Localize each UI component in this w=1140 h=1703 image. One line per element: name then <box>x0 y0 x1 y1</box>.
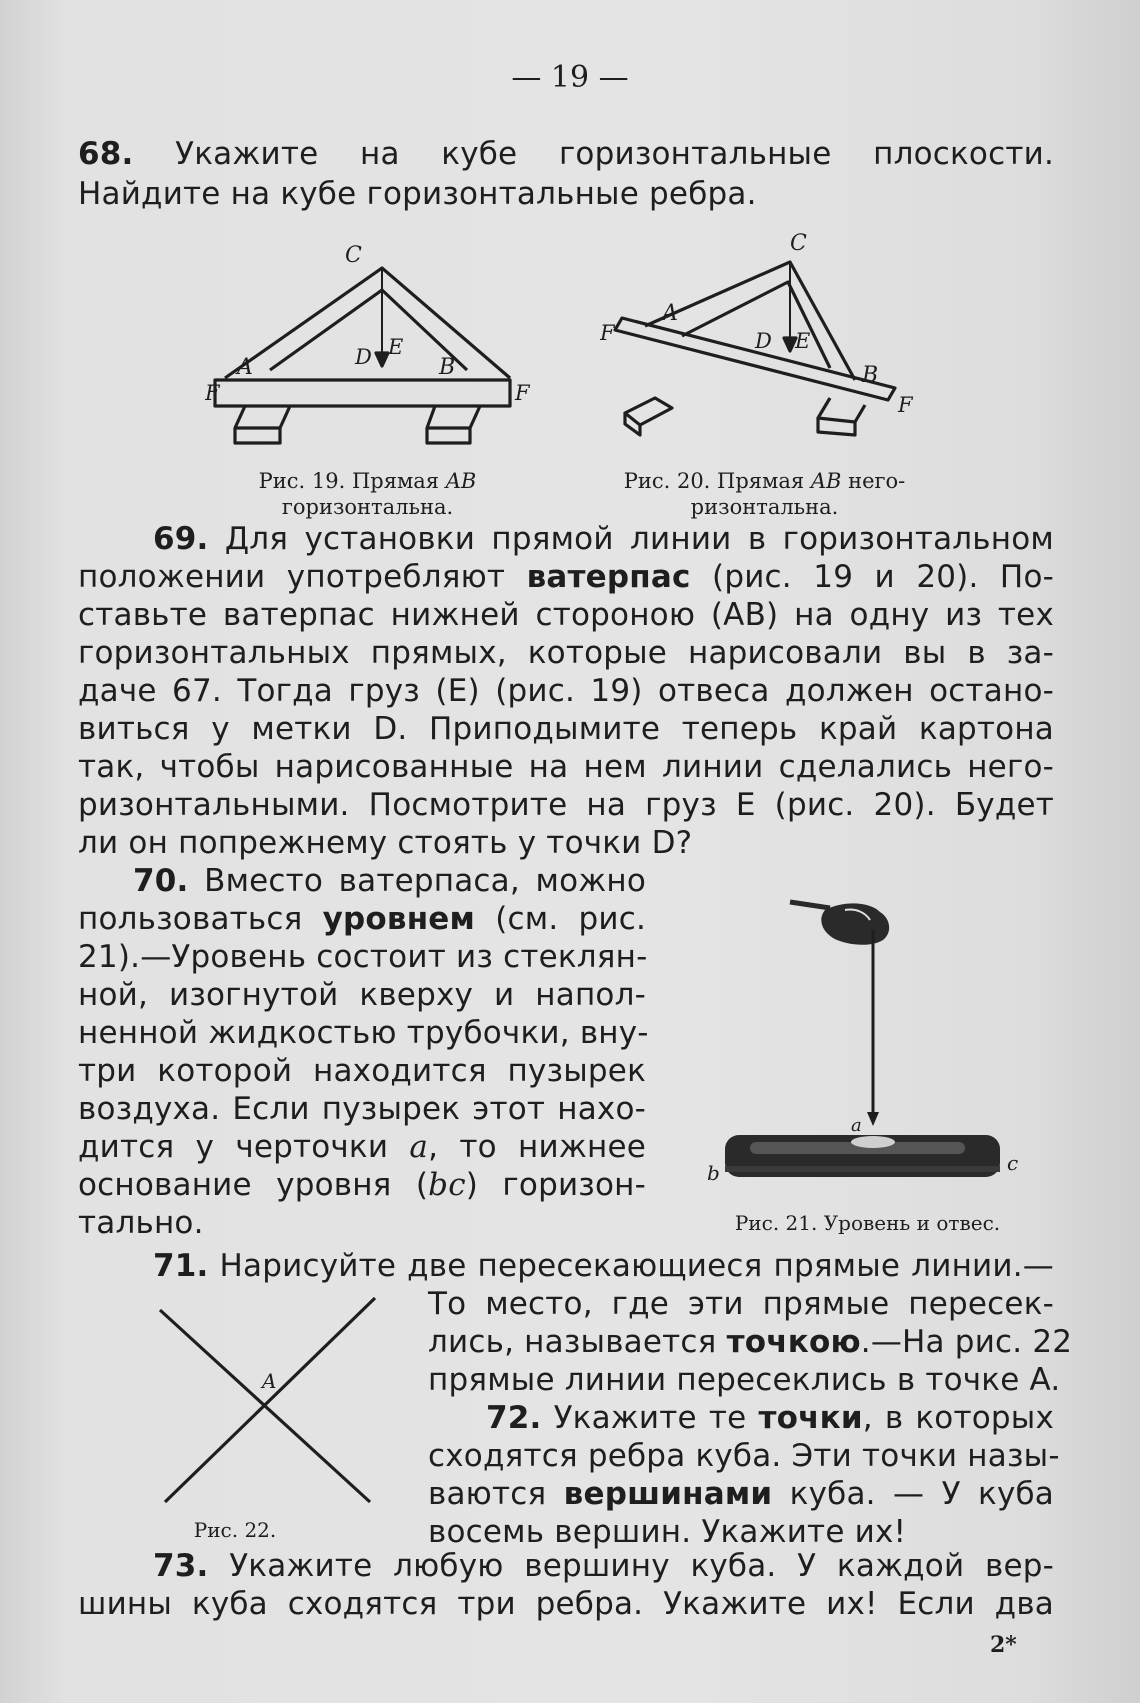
p70-italic: a <box>409 1129 429 1165</box>
p70-italic: bc <box>428 1167 466 1203</box>
fig19-label-f-left: F <box>205 381 220 405</box>
p70-line: ной, изогнутой кверху и напол- <box>78 977 646 1013</box>
fig19-label-c: C <box>345 243 362 268</box>
p71-text: Нарисуйте две пересекающиеся прямые линии.— <box>208 1248 1054 1284</box>
paragraph-73 <box>78 1547 1054 1623</box>
p71-line-first <box>153 1247 1054 1285</box>
p70-line: 21).—Уровень состоит из стеклян- <box>78 939 648 975</box>
fig20-caption-line2: ризонтальна. <box>690 495 839 519</box>
p73-line <box>78 1547 1054 1585</box>
fig20-caption-text: Рис. 20. Прямая <box>623 469 811 493</box>
p69-line: горизонтальных прямых, которые нарисовали вы в за- <box>78 635 1054 671</box>
p69-text: (рис. 19 и 20). По- <box>690 559 1054 595</box>
p73-line: шины куба сходятся три ребра. Укажите их! Если два <box>78 1586 1054 1622</box>
figure-22-caption: Рис. 22. <box>193 1518 277 1542</box>
fig20-label-e: E <box>795 329 811 353</box>
p70-line <box>78 862 646 900</box>
fig21-label-a: a <box>851 1115 862 1136</box>
paragraph-69 <box>78 520 1054 862</box>
term-vershinami: вершинами <box>563 1476 773 1512</box>
p70-line: ненной жидкостью трубочки, вну- <box>78 1015 649 1051</box>
fig19-label-d: D <box>355 345 372 369</box>
p70-text: , то нижнее <box>428 1129 646 1165</box>
fig20-caption-tail: него- <box>841 469 906 493</box>
fig20-caption-ab: AB <box>810 469 842 493</box>
p72-text: куба. — У куба <box>772 1476 1054 1512</box>
fig19-label-f-right: F <box>515 381 530 405</box>
p71-text: .—На рис. 22 <box>860 1324 1073 1360</box>
fig20-label-b: B <box>862 363 879 388</box>
fig19-label-b: B <box>439 355 456 380</box>
p71-line: То место, где эти прямые пересек- <box>428 1286 1054 1322</box>
p69-text: положении употребляют <box>78 559 527 595</box>
term-uroven: уровнем <box>322 901 476 937</box>
p73-text: Укажите любую вершину куба. У каждой вер- <box>208 1548 1054 1584</box>
term-tochkoyu: точкою <box>726 1324 861 1360</box>
p72-number: 72. <box>486 1400 542 1436</box>
p72-text: ваются <box>428 1476 564 1512</box>
fig20-label-f-left: F <box>600 321 615 345</box>
p70-text: пользоваться <box>78 901 323 937</box>
figure-19-caption <box>225 468 510 520</box>
p69-line: ставьте ватерпас нижней стороною (AB) на одну из тех <box>78 597 1054 633</box>
p70-text: Вместо ватерпаса, можно <box>188 863 646 899</box>
figure-20-caption <box>592 468 937 520</box>
term-tochki: точки <box>758 1400 863 1436</box>
p70-text: ) горизон- <box>465 1167 647 1203</box>
signature-mark: 2* <box>990 1632 1017 1658</box>
p70-text: основание уровня ( <box>78 1167 429 1203</box>
fig19-label-e: E <box>388 335 404 359</box>
figure-20-level-tilted <box>600 230 930 450</box>
p70-number: 70. <box>133 863 189 899</box>
p68-number: 68. <box>78 136 134 172</box>
p69-line: так, чтобы нарисованные на нем линии сделались него- <box>78 749 1054 785</box>
p72-text: , в которых <box>862 1400 1054 1436</box>
p70-line <box>78 1128 646 1166</box>
p69-line <box>78 520 1054 558</box>
p73-number: 73. <box>153 1548 209 1584</box>
p70-line <box>78 1166 646 1204</box>
p72-line: восемь вершин. Укажите их! <box>428 1514 907 1550</box>
p71-text: лись, называется <box>428 1324 727 1360</box>
p69-number: 69. <box>153 521 209 557</box>
p69-line: ли он попрежнему стоять у точки D? <box>78 825 693 861</box>
figure-19-level-horizontal <box>205 238 535 450</box>
fig20-label-c: C <box>790 231 807 256</box>
term-vaterpas: ватерпас <box>526 559 691 595</box>
p70-line <box>78 900 646 938</box>
figure-22-intersecting-lines <box>150 1290 390 1510</box>
p71-line: прямые линии пересеклись в точке A. <box>428 1362 1061 1398</box>
paragraphs-71-72 <box>428 1285 1073 1551</box>
p70-line: воздуха. Если пузырек этот нахо- <box>78 1091 646 1127</box>
p71-line <box>428 1323 1073 1361</box>
fig19-caption-ab: AB <box>445 469 477 493</box>
p72-line <box>428 1475 1054 1513</box>
fig20-label-f-right: F <box>898 393 913 417</box>
p69-line: ризонтальными. Посмотрите на груз E (рис. 20). Будет <box>78 787 1054 823</box>
p70-text: (см. рис. <box>475 901 647 937</box>
p70-text: дится у черточки <box>78 1129 410 1165</box>
fig20-label-a: A <box>662 301 678 326</box>
p72-line: сходятся ребра куба. Эти точки назы- <box>428 1438 1060 1474</box>
paragraph-70 <box>78 862 649 1242</box>
fig21-label-c: c <box>1007 1151 1019 1175</box>
p68-line2: Найдите на кубе горизонтальные ребра. <box>78 176 757 212</box>
fig19-label-a: A <box>237 355 253 380</box>
p69-line: виться у метки D. Приподымите теперь край картона <box>78 711 1054 747</box>
fig19-caption-text: Рис. 19. Прямая <box>258 469 446 493</box>
fig22-label-a: A <box>262 1369 277 1393</box>
page-number: — 19 — <box>511 60 629 95</box>
p69-text: Для установки прямой линии в горизонтальном <box>208 521 1054 557</box>
p72-line <box>428 1399 1054 1437</box>
fig21-label-b: b <box>707 1161 720 1185</box>
p69-line: даче 67. Тогда груз (E) (рис. 19) отвеса должен остано- <box>78 673 1054 709</box>
p68-line1 <box>78 135 1054 173</box>
p70-line: три которой находится пузырек <box>78 1053 646 1089</box>
figure-21-caption: Рис. 21. Уровень и отвес. <box>734 1211 1001 1235</box>
p70-line: тально. <box>78 1205 204 1241</box>
p71-number: 71. <box>153 1248 209 1284</box>
figure-21-level-and-plumb <box>695 890 1045 1190</box>
p68-line1-text: Укажите на кубе горизонтальные плоскости. <box>175 136 1054 172</box>
p72-text: Укажите те <box>541 1400 759 1436</box>
fig20-label-d: D <box>755 329 772 353</box>
p69-line <box>78 558 1054 596</box>
fig19-caption-line2: горизонтальна. <box>281 495 454 519</box>
